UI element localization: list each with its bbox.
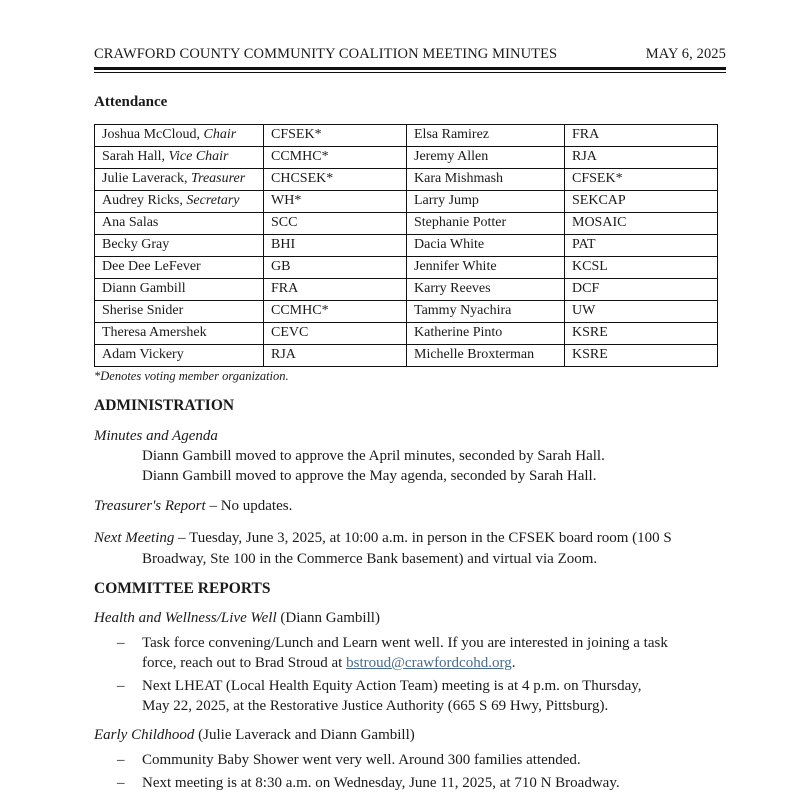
next-meeting	[94, 528, 724, 570]
attendee-name: Kara Mishmash	[407, 169, 565, 191]
attendee-organization: WH*	[264, 191, 407, 213]
bullet-dash: –	[117, 635, 125, 651]
attendee-name: Sarah Hall, Vice Chair	[95, 147, 264, 169]
voting-note: *Denotes voting member organization.	[94, 369, 289, 383]
page-header	[94, 46, 726, 64]
document-title: CRAWFORD COUNTY COMMUNITY COALITION MEETING MINUTES	[94, 46, 558, 62]
next-meeting-title: Next Meeting	[94, 530, 175, 546]
attendee-name: Karry Reeves	[407, 279, 565, 301]
administration-heading: ADMINISTRATION	[94, 397, 235, 414]
attendee-name: Larry Jump	[407, 191, 565, 213]
attendance-heading: Attendance	[94, 94, 168, 110]
attendee-organization: RJA	[264, 345, 407, 367]
health-bullet2-line1: Next LHEAT (Local Health Equity Action Team) meeting is at 4 p.m. on Thursday,	[142, 678, 642, 694]
early-childhood-title: Early Childhood	[94, 727, 195, 743]
early-childhood-lead: (Julie Laverack and Diann Gambill)	[194, 727, 415, 743]
attendee-role: Secretary	[186, 193, 240, 208]
early-childhood-title-line	[94, 727, 415, 744]
attendee-organization: SCC	[264, 213, 407, 235]
agenda-line: Diann Gambill moved to approve the May agenda, seconded by Sarah Hall.	[142, 468, 597, 484]
attendee-organization: BHI	[264, 235, 407, 257]
next-meeting-line2: Broadway, Ste 100 in the Commerce Bank basement) and virtual via Zoom.	[142, 551, 598, 567]
attendee-organization: CHCSEK*	[264, 169, 407, 191]
attendee-name: Adam Vickery	[95, 345, 264, 367]
attendee-organization: FRA	[565, 125, 718, 147]
early-bullet1: Community Baby Shower went very well. Around 300 families attended.	[142, 752, 581, 768]
attendee-organization: PAT	[565, 235, 718, 257]
early-bullet2: Next meeting is at 8:30 a.m. on Wednesday, June 11, 2025, at 710 N Broadway.	[142, 775, 620, 791]
attendee-name: Diann Gambill	[95, 279, 264, 301]
attendee-organization: CEVC	[264, 323, 407, 345]
attendee-name: Theresa Amershek	[95, 323, 264, 345]
treasurer-report	[94, 498, 292, 515]
attendee-name: Stephanie Potter	[407, 213, 565, 235]
attendee-organization: GB	[264, 257, 407, 279]
attendee-organization: CCMHC*	[264, 301, 407, 323]
table-row	[95, 235, 718, 257]
attendee-organization: RJA	[565, 147, 718, 169]
health-wellness-title-line	[94, 610, 380, 627]
table-row	[95, 301, 718, 323]
bullet-dash: –	[117, 775, 125, 791]
attendee-organization: CFSEK*	[565, 169, 718, 191]
attendee-role: Treasurer	[191, 171, 246, 186]
attendee-organization: KCSL	[565, 257, 718, 279]
attendee-name: Jeremy Allen	[407, 147, 565, 169]
table-row	[95, 279, 718, 301]
bullet-dash: –	[117, 678, 125, 694]
attendee-organization: FRA	[264, 279, 407, 301]
table-row	[95, 323, 718, 345]
attendee-organization: DCF	[565, 279, 718, 301]
attendee-name: Katherine Pinto	[407, 323, 565, 345]
list-item	[117, 750, 717, 770]
treasurer-text: – No updates.	[205, 498, 293, 514]
attendee-organization: MOSAIC	[565, 213, 718, 235]
list-item	[117, 676, 717, 716]
header-rule-thin	[94, 72, 726, 73]
table-row	[95, 147, 718, 169]
table-row	[95, 191, 718, 213]
next-meeting-line1: – Tuesday, June 3, 2025, at 10:00 a.m. in person in the CFSEK board room (100 S	[174, 530, 672, 546]
list-item	[117, 773, 717, 793]
attendee-role: Vice Chair	[168, 149, 229, 164]
health-bullet1-line2b: .	[511, 655, 516, 671]
attendee-name: Becky Gray	[95, 235, 264, 257]
attendee-organization: UW	[565, 301, 718, 323]
table-row	[95, 345, 718, 367]
attendee-role: Chair	[203, 127, 237, 142]
attendee-name: Audrey Ricks, Secretary	[95, 191, 264, 213]
table-row	[95, 125, 718, 147]
bullet-dash: –	[117, 752, 125, 768]
attendee-organization: SEKCAP	[565, 191, 718, 213]
treasurer-title: Treasurer's Report	[94, 498, 206, 514]
attendance-table	[94, 124, 718, 367]
attendee-name: Ana Salas	[95, 213, 264, 235]
table-row	[95, 169, 718, 191]
attendee-organization: CFSEK*	[264, 125, 407, 147]
committee-reports-heading: COMMITTEE REPORTS	[94, 580, 271, 597]
attendee-organization: KSRE	[565, 323, 718, 345]
attendee-organization: KSRE	[565, 345, 718, 367]
attendee-name: Michelle Broxterman	[407, 345, 565, 367]
meeting-date: MAY 6, 2025	[645, 46, 726, 62]
attendee-name: Jennifer White	[407, 257, 565, 279]
attendee-name: Dee Dee LeFever	[95, 257, 264, 279]
health-bullet1-line1: Task force convening/Lunch and Learn went well. If you are interested in joining a task	[142, 635, 668, 651]
attendee-organization: CCMHC*	[264, 147, 407, 169]
health-wellness-title: Health and Wellness/Live Well	[94, 610, 277, 626]
email-link[interactable]: bstroud@crawfordcohd.org	[346, 655, 512, 671]
health-bullet2-line2: May 22, 2025, at the Restorative Justice Authority (665 S 69 Hwy, Pittsburg).	[142, 698, 609, 714]
table-row	[95, 257, 718, 279]
attendee-name: Sherise Snider	[95, 301, 264, 323]
attendee-name: Julie Laverack, Treasurer	[95, 169, 264, 191]
health-wellness-lead: (Diann Gambill)	[276, 610, 380, 626]
attendee-name: Elsa Ramirez	[407, 125, 565, 147]
table-row	[95, 213, 718, 235]
attendee-name: Joshua McCloud, Chair	[95, 125, 264, 147]
minutes-line: Diann Gambill moved to approve the April minutes, seconded by Sarah Hall.	[142, 448, 605, 464]
list-item	[117, 633, 717, 673]
attendee-name: Dacia White	[407, 235, 565, 257]
minutes-agenda-title: Minutes and Agenda	[94, 428, 218, 444]
health-bullet1-line2a: force, reach out to Brad Stroud at	[142, 655, 347, 671]
header-rule-thick	[94, 67, 726, 70]
attendee-name: Tammy Nyachira	[407, 301, 565, 323]
